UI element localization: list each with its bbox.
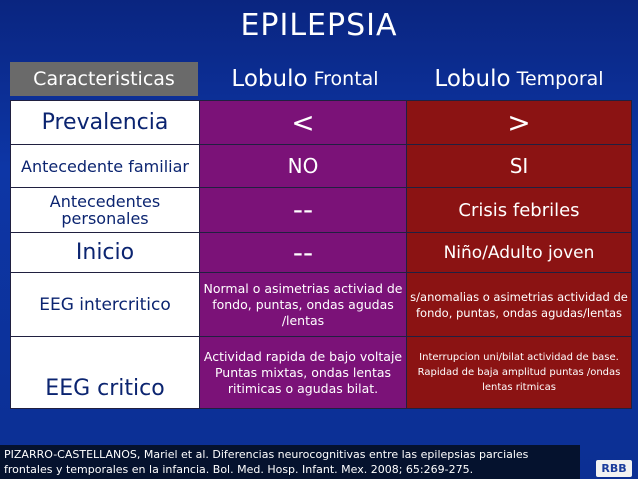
header-temporal-main: Lobulo [434,66,511,92]
table-row [11,273,632,337]
row-label: Antecedentes personales [11,188,200,233]
table-row [11,337,632,409]
row-label: Antecedente familiar [11,145,200,188]
table-row [11,233,632,273]
temporal-cell: Interrupcion uni/bilat actividad de base. Rapidad de baja amplitud puntas /ondas lentas ritmicas [407,337,632,409]
table-row [11,188,632,233]
temporal-cell: Niño/Adulto joven [407,233,632,273]
temporal-cell: SI [407,145,632,188]
row-label: Inicio [11,233,200,273]
frontal-cell: < [200,101,407,145]
frontal-cell: Actividad rapida de bajo voltaje Puntas mixtas, ondas lentas ritimicas o agudas bilat. [200,337,407,409]
citation-footer: PIZARRO-CASTELLANOS, Mariel et al. Diferencias neurocognitivas entre las epilepsias parciales frontales y temporales en la infancia. Bol. Med. Hosp. Infant. Mex. 2008; 65:269-275. [0,445,580,479]
table-row [11,101,632,145]
author-badge: RBB [596,460,632,477]
header-lobulo-frontal [202,62,408,96]
row-label: EEG critico [11,337,200,409]
temporal-cell: s/anomalias o asimetrias actividad de fondo, puntas, ondas agudas/lentas [407,273,632,337]
frontal-cell: NO [200,145,407,188]
header-temporal-sub: Temporal [516,68,604,90]
header-caracteristicas: Caracteristicas [10,62,198,96]
header-frontal-sub: Frontal [313,68,379,90]
frontal-cell: -- [200,233,407,273]
frontal-cell: Normal o asimetrias activiad de fondo, puntas, ondas agudas /lentas [200,273,407,337]
header-frontal-main: Lobulo [231,66,308,92]
table-row [11,145,632,188]
row-label: Prevalencia [11,101,200,145]
frontal-cell: -- [200,188,407,233]
slide-title: EPILEPSIA [240,8,398,43]
comparison-table [10,100,632,409]
temporal-cell: Crisis febriles [407,188,632,233]
row-label: EEG intercritico [11,273,200,337]
header-lobulo-temporal [408,62,630,96]
temporal-cell: > [407,101,632,145]
